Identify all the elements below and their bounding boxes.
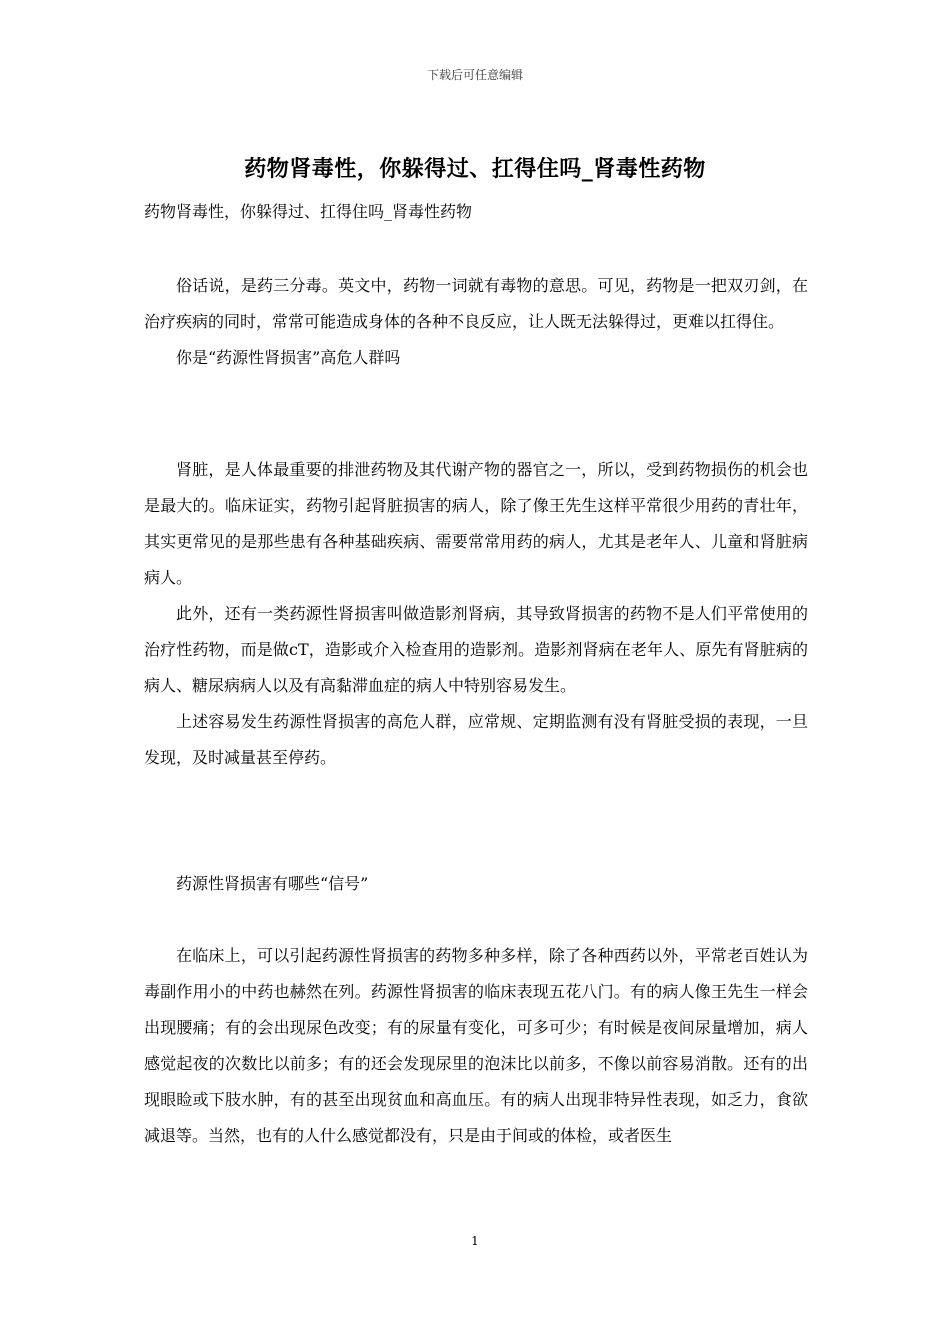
paragraph-block-kidney: [144, 452, 808, 776]
paragraph-intro: 俗话说，是药三分毒。英文中，药物一词就有毒物的意思。可见，药物是一把双刃剑，在治疗疾病的同时，常常可能造成身体的各种不良反应，让人既无法躲得过，更难以扛得住。: [144, 276, 808, 331]
paragraph-contrast: 此外，还有一类药源性肾损害叫做造影剂肾病，其导致肾损害的药物不是人们平常使用的治疗性药物，而是做cT，造影或介入检查用的造影剂。造影剂肾病在老年人、原先有肾脏病的病人、糖尿病病人以及有高黏滞血症的病人中特别容易发生。: [144, 604, 808, 695]
header-note: 下载后可任意编辑: [426, 68, 523, 82]
paragraph-clinical: 在临床上，可以引起药源性肾损害的药物多种多样，除了各种西药以外，平常老百姓认为毒副作用小的中药也赫然在列。药源性肾损害的临床表现五花八门。有的病人像王先生一样会出现腰痛；有的会出现尿色改变；有的尿量有变化，可多可少；有时候是夜间尿量增加，病人感觉起夜的次数比以前多；有的还会发现尿里的泡沫比以前多，不像以前容易消散。还有的出现眼睑或下肢水肿，有的甚至出现贫血和高血压。有的病人出现非特异性表现，如乏力，食欲减退等。当然，也有的人什么感觉都没有，只是由于间或的体检，或者医生: [144, 946, 808, 1145]
document-title: 药物肾毒性，你躲得过、扛得住吗_肾毒性药物: [244, 156, 706, 182]
document-subtitle: 药物肾毒性，你躲得过、扛得住吗_肾毒性药物: [144, 202, 473, 221]
heading-signals: 药源性肾损害有哪些“信号”: [176, 874, 369, 893]
heading-signals-block: [144, 866, 808, 902]
heading-high-risk: 你是“药源性肾损害”高危人群吗: [176, 348, 401, 367]
paragraph-kidney: 肾脏，是人体最重要的排泄药物及其代谢产物的器官之一，所以，受到药物损伤的机会也是最大的。临床证实，药物引起肾脏损害的病人，除了像王先生这样平常很少用药的青壮年，其实更常见的是那些患有各种基础疾病、需要常常用药的病人，尤其是老年人、儿童和肾脏病病人。: [144, 460, 808, 587]
page-number: 1: [471, 1234, 479, 1248]
paragraph-intro-block: [144, 268, 808, 376]
paragraph-monitor: 上述容易发生药源性肾损害的高危人群，应常规、定期监测有没有肾脏受损的表现，一旦发现，及时减量甚至停药。: [144, 712, 808, 767]
paragraph-block-clinical: [144, 938, 808, 1154]
